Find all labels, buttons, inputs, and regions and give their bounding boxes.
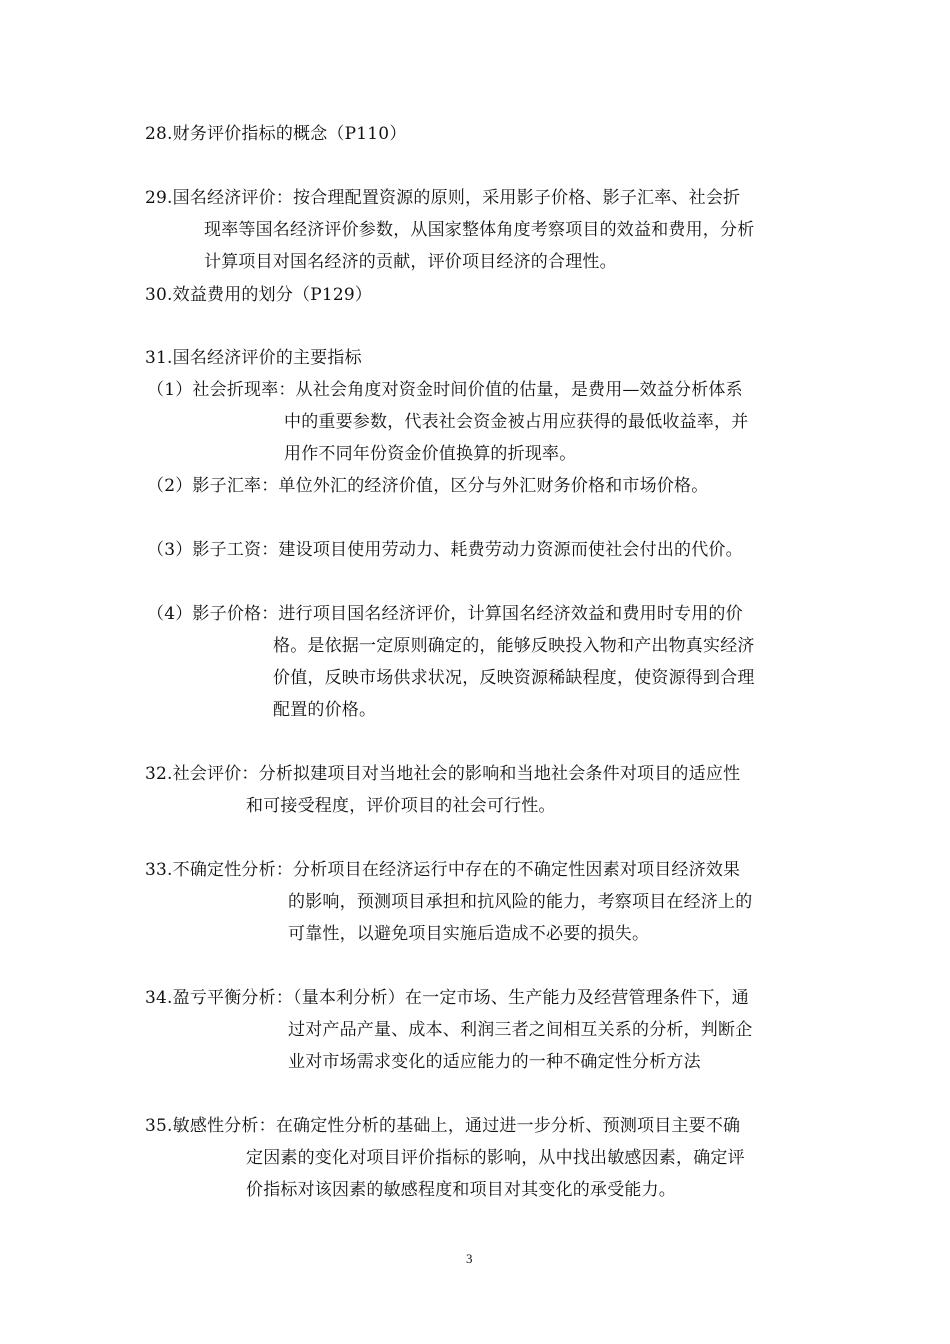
item-31-sub1-line-1: （1）社会折现率：从社会角度对资金时间价值的估量，是费用—效益分析体系	[147, 380, 743, 400]
item-35-line-2: 定因素的变化对项目评价指标的影响，从中找出敏感因素，确定评	[246, 1148, 745, 1168]
item-33-line-2: 的影响，预测项目承担和抗风险的能力，考察项目在经济上的	[288, 892, 753, 912]
item-34-line-3: 业对市场需求变化的适应能力的一种不确定性分析方法	[288, 1052, 701, 1072]
item-32-line-2: 和可接受程度，评价项目的社会可行性。	[246, 796, 556, 816]
item-29-line-2: 现率等国名经济评价参数，从国家整体角度考察项目的效益和费用，分析	[204, 220, 755, 240]
item-35-line-1: 35.敏感性分析：在确定性分析的基础上，通过进一步分析、预测项目主要不确	[145, 1116, 741, 1136]
item-34-line-1: 34.盈亏平衡分析：（量本利分析）在一定市场、生产能力及经营管理条件下，通	[145, 988, 749, 1008]
item-29-line-1: 29.国名经济评价：按合理配置资源的原则，采用影子价格、影子汇率、社会折	[145, 188, 741, 208]
item-35-line-3: 价指标对该因素的敏感程度和项目对其变化的承受能力。	[246, 1180, 676, 1200]
item-31-sub4-line-3: 价值，反映市场供求状况，反映资源稀缺程度，使资源得到合理	[273, 668, 755, 688]
item-31-sub4-line-2: 格。是依据一定原则确定的，能够反映投入物和产出物真实经济	[273, 636, 755, 656]
item-30-title: 30.效益费用的划分（P129）	[145, 285, 373, 305]
item-34-line-2: 过对产品产量、成本、利润三者之间相互关系的分析，判断企	[288, 1020, 753, 1040]
item-31-sub2: （2）影子汇率：单位外汇的经济价值，区分与外汇财务价格和市场价格。	[147, 476, 709, 496]
item-31-sub4-line-4: 配置的价格。	[273, 700, 377, 720]
item-32-line-1: 32.社会评价：分析拟建项目对当地社会的影响和当地社会条件对项目的适应性	[145, 764, 741, 784]
page-number: 3	[466, 1251, 473, 1266]
item-31-sub3: （3）影子工资：建设项目使用劳动力、耗费劳动力资源而使社会付出的代价。	[147, 540, 743, 560]
item-28-title: 28.财务评价指标的概念（P110）	[145, 124, 407, 144]
item-31-sub1-line-3: 用作不同年份资金价值换算的折现率。	[284, 444, 577, 464]
item-33-line-3: 可靠性，以避免项目实施后造成不必要的损失。	[288, 924, 650, 944]
item-31-sub4-line-1: （4）影子价格：进行项目国名经济评价，计算国名经济效益和费用时专用的价	[147, 604, 743, 624]
item-33-line-1: 33.不确定性分析：分析项目在经济运行中存在的不确定性因素对项目经济效果	[145, 860, 741, 880]
item-29-line-3: 计算项目对国名经济的贡献，评价项目经济的合理性。	[204, 252, 617, 272]
item-31-title: 31.国名经济评价的主要指标	[145, 348, 362, 368]
item-31-sub1-line-2: 中的重要参数，代表社会资金被占用应获得的最低收益率，并	[284, 412, 749, 432]
